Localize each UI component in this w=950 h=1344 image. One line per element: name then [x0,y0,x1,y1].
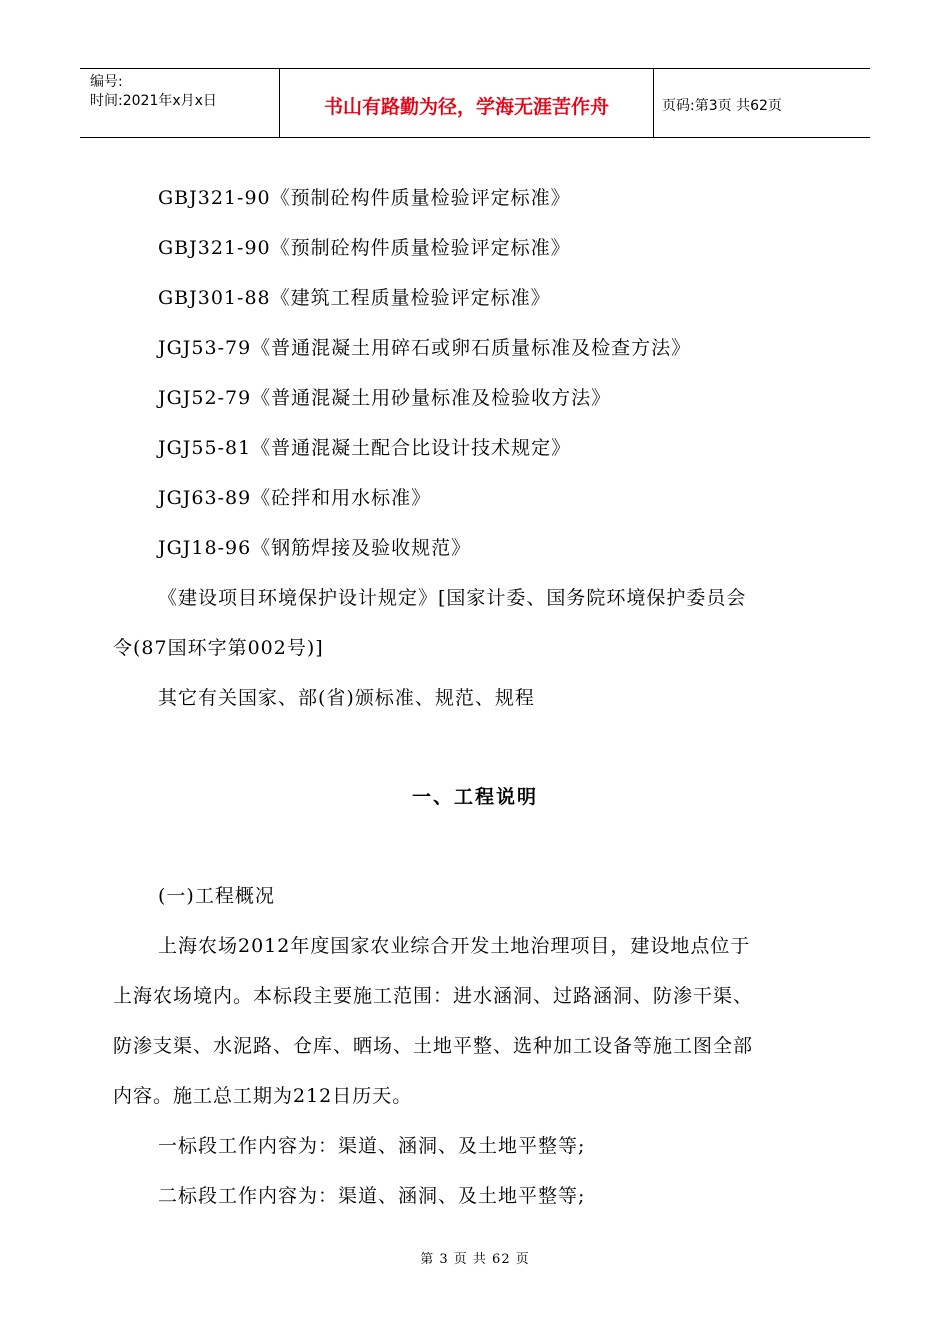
standard-item: JGJ53-79《普通混凝土用碎石或卵石质量标准及检查方法》 [158,337,692,359]
standard-item: JGJ63-89《砼拌和用水标准》 [158,487,432,509]
standard-item: GBJ321-90《预制砼构件质量检验评定标准》 [158,237,571,259]
overview-line: 上海农场境内。本标段主要施工范围：进水涵洞、过路涵洞、防渗干渠、 [113,985,754,1007]
standard-item: JGJ55-81《普通混凝土配合比设计技术规定》 [158,437,572,459]
document-number-label: 编号: [90,74,123,90]
lot-line: 一标段工作内容为：渠道、涵洞、及土地平整等; [158,1135,586,1157]
regulation-line: 《建设项目环境保护设计规定》[国家计委、国务院环境保护委员会 [158,587,747,609]
header-page-info: 页码:第3页 共62页 [662,98,782,114]
page-footer: 第 3 页 共 62 页 [420,1252,530,1267]
subsection-title: (一)工程概况 [158,885,275,907]
standard-item: JGJ52-79《普通混凝土用砂量标准及检验收方法》 [158,387,612,409]
document-time: 时间:2021年x月x日 [90,93,217,109]
overview-line: 上海农场2012年度国家农业综合开发土地治理项目，建设地点位于 [158,935,751,957]
lot-line: 二标段工作内容为：渠道、涵洞、及土地平整等; [158,1185,586,1207]
other-standards: 其它有关国家、部(省)颁标准、规范、规程 [158,687,535,709]
regulation-line: 令(87国环字第002号)] [113,637,324,659]
header-motto: 书山有路勤为径，学海无涯苦作舟 [280,69,654,137]
standard-item: JGJ18-96《钢筋焊接及验收规范》 [158,537,472,559]
header-meta [80,69,280,137]
page-header [80,68,870,138]
section-title: 一、工程说明 [411,786,538,808]
overview-line: 防渗支渠、水泥路、仓库、晒场、土地平整、选种加工设备等施工图全部 [113,1035,754,1057]
standard-item: GBJ301-88《建筑工程质量检验评定标准》 [158,287,551,309]
overview-line: 内容。施工总工期为212日历天。 [113,1085,413,1107]
standard-item: GBJ321-90《预制砼构件质量检验评定标准》 [158,187,571,209]
